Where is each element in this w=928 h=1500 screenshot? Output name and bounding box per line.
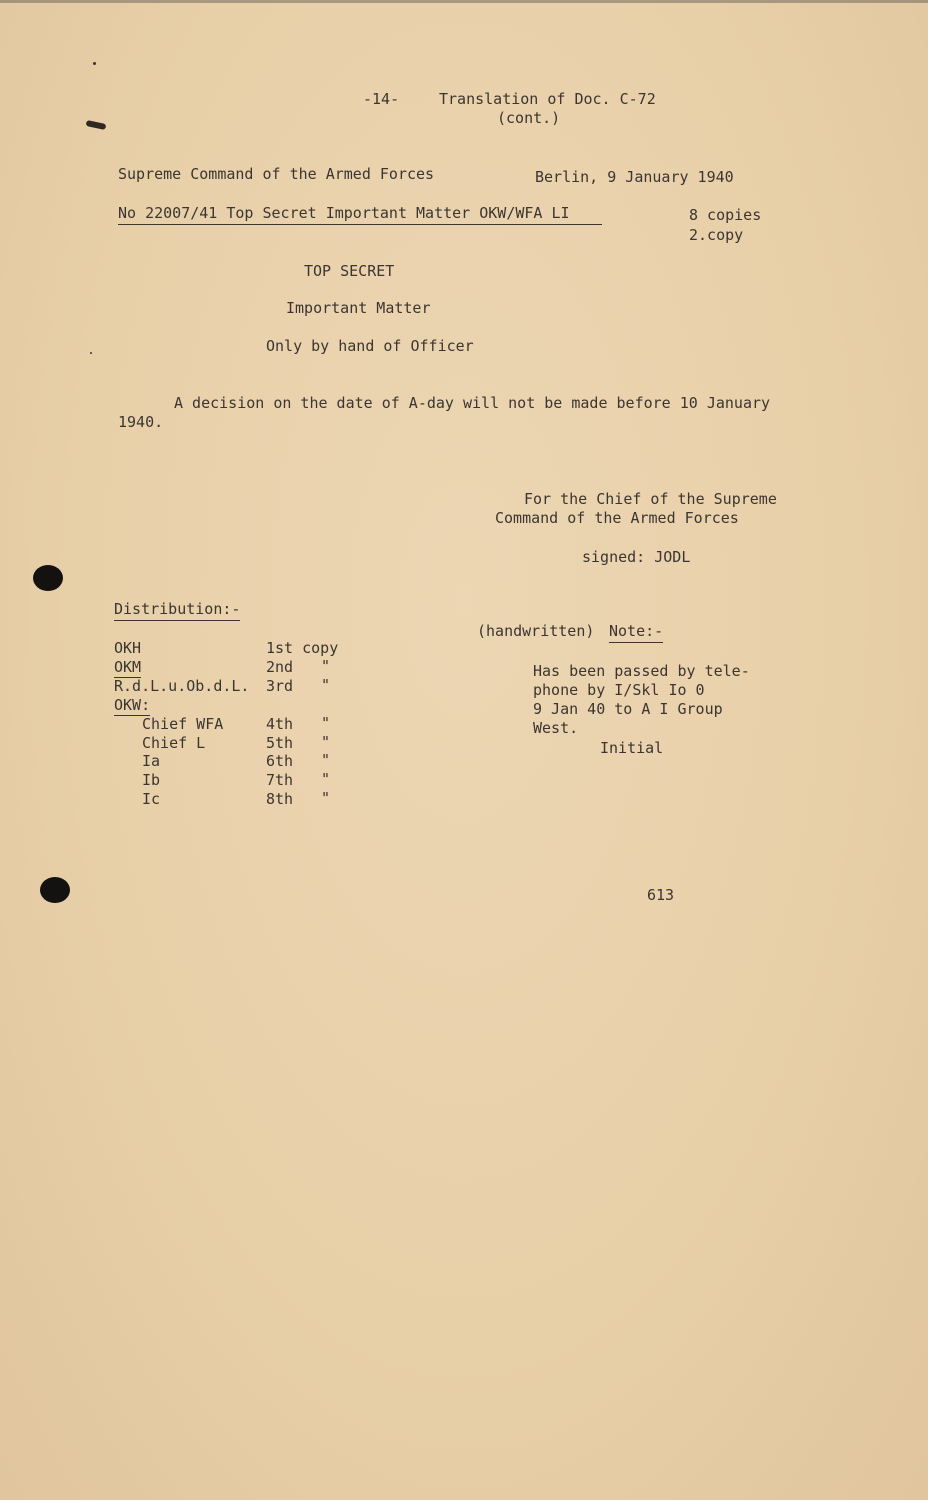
ditto-mark: " <box>321 770 331 788</box>
ditto-mark: " <box>321 733 331 751</box>
note-initial: Initial <box>600 739 664 757</box>
recipient: Ib <box>142 771 161 789</box>
ditto-mark: " <box>321 714 331 732</box>
signature-line-1: For the Chief of the Supreme <box>524 490 777 508</box>
classification-important: Important Matter <box>286 299 431 317</box>
copy-ordinal: 1st copy <box>266 639 339 657</box>
sender: Supreme Command of the Armed Forces <box>118 165 435 183</box>
note-prefix: (handwritten) <box>477 622 604 640</box>
copy-ordinal: 2nd <box>266 658 294 676</box>
note-line-2: phone by I/Skl Io 0 <box>533 681 705 699</box>
speck <box>93 62 96 65</box>
copy-number: 2.copy <box>689 226 744 244</box>
copy-ordinal: 5th <box>266 734 294 752</box>
copy-ordinal: 4th <box>266 715 294 733</box>
recipient: Chief L <box>142 734 206 752</box>
copy-ordinal: 3rd <box>266 677 294 695</box>
recipient: OKH <box>114 639 142 657</box>
note-heading: Note:- <box>609 622 663 643</box>
translation-title: Translation of Doc. C-72 <box>439 90 656 108</box>
speck <box>90 352 92 354</box>
body-line-2: 1940. <box>118 413 164 431</box>
note-line-1: Has been passed by tele- <box>533 662 750 680</box>
signed-jodl: signed: JODL <box>582 548 691 566</box>
distribution-heading: Distribution:- <box>114 600 240 621</box>
punch-hole-top <box>33 565 63 591</box>
reference-line: No 22007/41 Top Secret Important Matter OKW/WFA LI <box>118 204 602 225</box>
punch-hole-bottom <box>40 877 70 903</box>
copy-ordinal: 7th <box>266 771 294 789</box>
page-number: -14- <box>363 90 400 108</box>
ditto-mark: " <box>321 676 331 694</box>
copy-ordinal: 8th <box>266 790 294 808</box>
copies-total: 8 copies <box>689 206 762 224</box>
page-edge <box>0 0 928 3</box>
body-line-1: A decision on the date of A-day will not be made before 10 January <box>174 394 771 412</box>
stamp-number: 613 <box>647 886 675 904</box>
ditto-mark: " <box>321 789 331 807</box>
place-date: Berlin, 9 January 1940 <box>535 168 734 186</box>
ditto-mark: " <box>321 751 331 769</box>
signature-line-2: Command of the Armed Forces <box>495 509 739 527</box>
classification-top-secret: TOP SECRET <box>304 262 395 280</box>
classification-officer: Only by hand of Officer <box>266 337 474 355</box>
staple-mark <box>86 120 107 130</box>
recipient: R.d.L.u.Ob.d.L. <box>114 677 250 695</box>
recipient: OKM <box>114 658 142 676</box>
continued-label: (cont.) <box>497 109 561 127</box>
copy-ordinal: 6th <box>266 752 294 770</box>
ditto-mark: " <box>321 657 331 675</box>
recipient: Chief WFA <box>142 715 224 733</box>
recipient: Ia <box>142 752 161 770</box>
recipient: Ic <box>142 790 161 808</box>
note-line-4: West. <box>533 719 579 737</box>
recipient-group: OKW: <box>114 696 151 714</box>
note-line-3: 9 Jan 40 to A I Group <box>533 700 723 718</box>
